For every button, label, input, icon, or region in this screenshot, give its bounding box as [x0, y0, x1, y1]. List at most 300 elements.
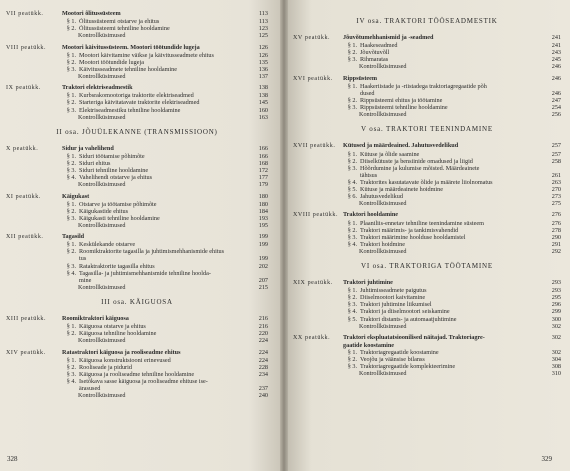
section-number: § 2.: [347, 49, 357, 57]
left-page-number: 328: [7, 455, 18, 463]
control-questions-row: [78, 73, 268, 80]
control-questions-row: [78, 337, 268, 344]
section-page: 273: [551, 193, 561, 201]
section-title: Traktori määrimis- ja tankimisvahendid: [360, 226, 459, 234]
control-questions-label: Kontrollküsimused: [359, 63, 407, 71]
section-page: 199: [258, 241, 268, 249]
section-title-continued: [79, 277, 268, 284]
section-title: Kütuse ja määrdeainete hoidmine: [360, 185, 443, 193]
section-row: [62, 248, 268, 255]
control-questions-label: Kontrollküsimused: [78, 181, 126, 189]
section-page: 276: [551, 219, 561, 227]
section-page: 304: [551, 356, 561, 364]
section-row: [343, 104, 561, 111]
chapter-label: IX peatükk.: [6, 85, 41, 92]
section-page: 138: [258, 92, 268, 100]
section-row: [343, 227, 561, 234]
section-row: [62, 364, 268, 371]
section-title: Elektriseadmestiku tehniline hooldamine: [79, 106, 181, 114]
section-row: [62, 160, 268, 167]
section-title: Otstarve ja töötamise põhimõte: [79, 200, 157, 208]
chapter-entry: [6, 349, 268, 400]
section-title: Juhtimisseadmete paigutus: [360, 287, 427, 295]
section-number: § 4.: [66, 174, 76, 182]
right-page-number: 329: [541, 455, 552, 463]
control-questions-page: 275: [551, 200, 561, 208]
section-row: [62, 270, 268, 277]
section-page: 220: [258, 330, 268, 338]
section-number: § 3.: [66, 167, 76, 175]
section-number: § 3.: [347, 56, 357, 64]
section-number: § 3.: [347, 301, 357, 309]
control-questions-row: [359, 111, 561, 118]
chapter-row: [6, 315, 268, 323]
section-title: Tagasilla- ja juhtimismehhanismide tehniline hoolda-: [79, 269, 211, 277]
chapter-label: VIII peatükk.: [6, 44, 47, 51]
section-number: § 1.: [347, 219, 357, 227]
section-title: Hõõrdumine ja kulumise mõisted. Määrdeainete: [360, 164, 480, 172]
section-page: 296: [551, 301, 561, 309]
chapter-page: 257: [551, 142, 561, 150]
chapter-entry: [6, 145, 268, 189]
section-row: [62, 153, 268, 160]
chapter-title-continued: gaatide koostamine: [343, 342, 395, 350]
chapter-page: 246: [551, 74, 561, 82]
chapter-entry: [293, 334, 561, 378]
section-row: [343, 56, 561, 63]
section-title: Rippsüsteemi tehniline hooldamine: [360, 104, 448, 112]
control-questions-page: 163: [258, 113, 268, 121]
book-gutter: [280, 0, 288, 471]
section-title: Rooliseade ja pidurid: [79, 363, 132, 371]
section-page: 261: [551, 171, 561, 179]
section-title: Siduri tehniline hooldamine: [79, 167, 149, 175]
section-title: Traktoriagregaatide koostamine: [360, 349, 439, 357]
section-page: 193: [258, 214, 268, 222]
section-row: [62, 371, 268, 378]
part-heading: II osa. JÕUÜLEKANNE (TRANSMISSIOON): [56, 127, 218, 136]
section-number: § 4.: [347, 308, 357, 316]
chapter-row: [6, 349, 268, 357]
section-title: Traktori määrimine hoolduse hooldamistel: [360, 233, 466, 241]
section-page: 160: [258, 106, 268, 114]
section-title: Käivitusseadmete tehniline hooldamine: [79, 65, 177, 73]
section-number: § 4.: [347, 178, 357, 186]
section-title: Käigukasti tehniline hooldamine: [79, 214, 160, 222]
section-number: § 2.: [66, 363, 76, 371]
chapter-row: [6, 233, 268, 241]
section-title: Keskülekande otstarve: [79, 241, 136, 249]
control-questions-page: 195: [258, 221, 268, 229]
chapter-entry: [293, 211, 561, 255]
chapter-page: 302: [551, 333, 561, 341]
section-number: § 1.: [347, 150, 357, 158]
control-questions-label: Kontrollküsimused: [359, 370, 407, 378]
section-page: 166: [258, 152, 268, 160]
section-number: § 1.: [66, 241, 76, 249]
section-row: [62, 92, 268, 99]
chapter-page: 126: [258, 43, 268, 51]
section-number: § 2.: [66, 248, 76, 256]
section-page: 263: [551, 178, 561, 186]
section-row: [343, 97, 561, 104]
section-title: Rataktraktorite tagasilla ehitus: [79, 262, 155, 270]
chapter-row: [293, 142, 561, 150]
chapter-entry: [6, 315, 268, 344]
chapter-label: XII peatükk.: [6, 234, 44, 241]
section-number: § 3.: [66, 262, 76, 270]
chapter-title: Mootori õlitussüsteem: [62, 10, 121, 17]
chapter-page: 138: [258, 84, 268, 92]
section-page: 135: [258, 58, 268, 66]
control-questions-label: Kontrollküsimused: [78, 283, 126, 291]
section-row: [343, 220, 561, 227]
section-page: 247: [551, 97, 561, 105]
section-title: Traktori ja diiselmootori seiskamine: [360, 308, 450, 316]
control-questions-page: 310: [551, 370, 561, 378]
section-row: [343, 158, 561, 165]
chapter-row: [293, 334, 561, 342]
section-title: Veojõu ja väänsise bilanss: [360, 356, 425, 364]
chapter-label: XVIII peatükk.: [293, 212, 339, 219]
chapter-label: XX peatükk.: [293, 334, 331, 341]
section-title: Mootori töötundide lugeja: [79, 58, 144, 66]
section-number: § 1.: [66, 356, 76, 364]
chapter-entry: [6, 193, 268, 229]
section-number: § 1.: [347, 349, 357, 357]
chapter-title: Käigukast: [62, 192, 90, 200]
control-questions-row: [78, 181, 268, 188]
section-wrap-text: ärasused: [79, 385, 101, 393]
section-number: § 4.: [66, 377, 76, 385]
section-page: 278: [551, 226, 561, 234]
control-questions-label: Kontrollküsimused: [78, 221, 126, 229]
chapter-entry: [6, 10, 268, 39]
section-page: 113: [258, 18, 268, 26]
section-number: § 2.: [347, 356, 357, 364]
section-row: [343, 193, 561, 200]
section-number: § 2.: [66, 25, 76, 33]
section-number: § 2.: [347, 294, 357, 302]
section-title: Kurbsrakomootoriga traktorite elektriseadmed: [79, 92, 194, 100]
section-row: [343, 349, 561, 356]
section-row: [62, 66, 268, 73]
control-questions-page: 125: [258, 32, 268, 40]
section-row: [343, 301, 561, 308]
section-title: Siduri ehitus: [79, 159, 111, 167]
section-number: § 1.: [66, 152, 76, 160]
chapter-title: Traktori hooldamine: [343, 211, 399, 219]
chapter-title: Rippsüsteem: [343, 74, 378, 82]
chapter-label: XV peatükk.: [293, 35, 331, 42]
section-row: [343, 165, 561, 172]
part-heading: IV osa. TRAKTORI TÖÖSEADMESTIK: [356, 17, 498, 25]
section-number: § 5.: [347, 185, 357, 193]
chapter-label: XVI peatükk.: [293, 75, 333, 82]
section-row: [343, 356, 561, 363]
section-number: § 3.: [347, 233, 357, 241]
section-number: § 2.: [66, 58, 76, 66]
control-questions-row: [78, 114, 268, 121]
section-page: 224: [258, 356, 268, 364]
control-questions-page: 302: [551, 322, 561, 330]
section-page: 270: [551, 185, 561, 193]
section-page: 290: [551, 233, 561, 241]
section-row: [62, 18, 268, 25]
section-page: 207: [258, 276, 268, 284]
section-row: [62, 59, 268, 66]
control-questions-row: [359, 63, 561, 70]
section-number: § 2.: [347, 97, 357, 105]
section-page: 308: [551, 363, 561, 371]
section-page: 216: [258, 323, 268, 331]
control-questions-page: 246: [551, 63, 561, 71]
section-number: § 2.: [66, 159, 76, 167]
section-title: Käiguosa ja rooliseadme tehniline hooldamine: [79, 370, 195, 378]
section-row: [343, 49, 561, 56]
section-title: Siduri töötamise põhimõte: [79, 152, 145, 160]
section-title: Traktori juhtimine liikumisel: [360, 301, 432, 309]
section-number: § 1.: [66, 323, 76, 331]
section-title: Käiguosa tehniline hooldamine: [79, 330, 157, 338]
chapter-title: Roomiktraktori käiguosa: [62, 315, 129, 323]
control-questions-label: Kontrollküsimused: [78, 113, 126, 121]
section-page: 257: [551, 150, 561, 158]
section-title: Kütuse ja õlide saamine: [360, 150, 420, 158]
control-questions-label: Kontrollküsimused: [78, 392, 126, 400]
section-page: 228: [258, 363, 268, 371]
chapter-row: [6, 145, 268, 153]
chapter-title: Jõuvõtumehhanismid ja -seadmed: [343, 34, 434, 42]
section-wrap-text: tähtsus: [360, 171, 378, 179]
right-toc-column: [293, 10, 561, 382]
section-page: 180: [258, 200, 268, 208]
section-title: Starteriga käivitatavate traktorite elektriseadmed: [79, 99, 200, 107]
chapter-title: Kütused ja määrdeained. Jahutusvedelikud: [343, 142, 459, 150]
left-toc-column: [6, 10, 268, 403]
control-questions-page: 215: [258, 283, 268, 291]
section-page: 241: [551, 42, 561, 50]
section-page: 295: [551, 294, 561, 302]
section-row: [343, 316, 561, 323]
section-page: 234: [258, 370, 268, 378]
control-questions-label: Kontrollküsimused: [359, 247, 407, 255]
chapter-label: XIX peatükk.: [293, 280, 333, 287]
section-number: § 1.: [347, 287, 357, 295]
section-number: § 1.: [347, 42, 357, 50]
part-heading: III osa. KÄIGUOSA: [101, 297, 173, 306]
section-page: 299: [551, 308, 561, 316]
section-row: [343, 287, 561, 294]
section-row: [343, 308, 561, 315]
section-row: [62, 167, 268, 174]
control-questions-row: [359, 248, 561, 255]
section-number: § 3.: [347, 363, 357, 371]
left-page: [0, 0, 283, 471]
section-page: 302: [551, 349, 561, 357]
control-questions-row: [78, 222, 268, 229]
section-title: Õlitussüsteemi tehniline hooldamine: [79, 25, 170, 33]
chapter-row: [293, 75, 561, 83]
control-questions-page: 256: [551, 111, 561, 119]
control-questions-page: 179: [258, 181, 268, 189]
section-wrap-text: tus: [79, 255, 87, 263]
chapter-entry: [293, 142, 561, 207]
section-number: § 1.: [66, 51, 76, 59]
section-wrap-text: dused: [360, 89, 375, 97]
section-page: 245: [551, 56, 561, 64]
section-page: 300: [551, 315, 561, 323]
section-page: 237: [258, 385, 268, 393]
section-row: [62, 263, 268, 270]
chapter-page: 180: [258, 192, 268, 200]
section-title: Traktori distants- ja automaatjuhtimine: [360, 315, 457, 323]
chapter-row: [293, 211, 561, 219]
section-page: 291: [551, 240, 561, 248]
chapter-entry: [6, 84, 268, 120]
section-row: [343, 179, 561, 186]
section-number: § 2.: [66, 330, 76, 338]
section-page: 243: [551, 49, 561, 57]
control-questions-page: 224: [258, 337, 268, 345]
section-title: Rihmaratas: [360, 56, 389, 64]
chapter-page: 216: [258, 315, 268, 323]
control-questions-label: Kontrollküsimused: [78, 32, 126, 40]
section-row: [62, 99, 268, 106]
section-number: § 1.: [347, 82, 357, 90]
chapter-entry: [6, 44, 268, 80]
section-row: [62, 323, 268, 330]
control-questions-page: 240: [258, 392, 268, 400]
section-row: [62, 330, 268, 337]
chapter-label: XVII peatükk.: [293, 143, 336, 150]
section-number: § 1.: [66, 200, 76, 208]
section-row: [343, 83, 561, 90]
section-title: Jahutusvedelikud: [360, 193, 403, 201]
chapter-page: 224: [258, 348, 268, 356]
section-title: Traktori hoidmine: [360, 240, 405, 248]
section-title: Käiguosa konstruktsiooni erinevused: [79, 356, 171, 364]
section-page: 145: [258, 99, 268, 107]
section-row: [62, 208, 268, 215]
section-row: [62, 241, 268, 248]
section-title: Isetõkava sasse käiguosa ja rooliseadme ehituse ise-: [79, 377, 208, 385]
section-row: [62, 25, 268, 32]
control-questions-row: [78, 32, 268, 39]
section-number: § 2.: [347, 226, 357, 234]
section-row: [62, 378, 268, 385]
section-page: 136: [258, 65, 268, 73]
section-number: § 1.: [66, 18, 76, 26]
section-row: [343, 363, 561, 370]
section-title: Traktorites kasutatavate õlide ja määrete liiolnomatus: [360, 178, 493, 186]
chapter-title: Ratastraktori käiguosa ja rooliseadme ehitus: [62, 348, 181, 356]
part-heading: VI osa. TRAKTORIGA TÖÖTAMINE: [361, 262, 493, 270]
section-page: 202: [258, 262, 268, 270]
section-row: [343, 151, 561, 158]
chapter-page: 293: [551, 279, 561, 287]
chapter-row: [6, 84, 268, 92]
section-row: [343, 294, 561, 301]
section-number: § 3.: [66, 370, 76, 378]
chapter-title: Sidur ja vahelihend: [62, 144, 114, 152]
section-title-continued: [79, 385, 268, 392]
control-questions-label: Kontrollküsimused: [359, 200, 407, 208]
part-heading: V osa. TRAKTORI TEENINDAMINE: [361, 125, 493, 134]
section-page: 293: [551, 287, 561, 295]
chapter-page: 276: [551, 211, 561, 219]
chapter-row: [6, 193, 268, 201]
control-questions-page: 137: [258, 72, 268, 80]
section-title: Käiguosa otstarve ja ehitus: [79, 323, 146, 331]
control-questions-row: [359, 323, 561, 330]
section-wrap-text: mine: [79, 276, 92, 284]
right-page: [283, 0, 570, 471]
control-questions-label: Kontrollküsimused: [359, 322, 407, 330]
chapter-row: [6, 10, 268, 18]
section-row: [62, 215, 268, 222]
section-title: Vahelihendi otstarve ja ehitus: [79, 174, 153, 182]
section-title: Käigukastide ehitus: [79, 207, 128, 215]
control-questions-label: Kontrollküsimused: [78, 72, 126, 80]
control-questions-row: [359, 370, 561, 377]
chapter-page: 113: [258, 10, 268, 17]
chapter-label: X peatükk.: [6, 145, 39, 152]
section-number: § 5.: [347, 315, 357, 323]
section-title: Õlitussüsteemi otstarve ja ehitus: [79, 18, 160, 26]
control-questions-page: 292: [551, 247, 561, 255]
chapter-page: 241: [551, 34, 561, 42]
chapter-page: 199: [258, 233, 268, 241]
section-row: [343, 42, 561, 49]
section-page: 168: [258, 159, 268, 167]
section-page: 199: [258, 255, 268, 263]
section-page: 123: [258, 25, 268, 33]
section-number: § 3.: [66, 106, 76, 114]
section-page: 254: [551, 104, 561, 112]
chapter-title: Traktori ekspluatatsioonilised näitajad. Traktoriagre-: [343, 333, 485, 341]
section-number: § 2.: [66, 207, 76, 215]
chapter-entry: [293, 34, 561, 70]
control-questions-row: [359, 200, 561, 207]
section-row: [343, 186, 561, 193]
section-title: Traktoriagregaatide komplekteerimine: [360, 363, 456, 371]
section-title: Haakeriistade ja -riistadega traktoriagregaatide põh: [360, 82, 487, 90]
section-number: § 3.: [347, 164, 357, 172]
control-questions-row: [78, 284, 268, 291]
section-title-continued: [79, 255, 268, 262]
section-row: [343, 241, 561, 248]
control-questions-label: Kontrollküsimused: [359, 111, 407, 119]
chapter-label: VII peatükk.: [6, 11, 44, 17]
section-page: 184: [258, 207, 268, 215]
chapter-entry: [6, 233, 268, 291]
section-row: [62, 357, 268, 364]
section-page: 177: [258, 174, 268, 182]
section-title-continued: [360, 172, 561, 179]
chapter-entry: [293, 75, 561, 119]
chapter-title: Tagasild: [62, 233, 85, 241]
section-title: Plaaniliis-ennetav tehniline teenindamine süsteem: [360, 219, 484, 227]
section-number: § 4.: [66, 269, 76, 277]
section-row: [62, 201, 268, 208]
chapter-title: Traktori juhtimine: [343, 279, 393, 287]
section-title-continued: [360, 90, 561, 97]
section-number: § 3.: [347, 104, 357, 112]
section-row: [62, 52, 268, 59]
section-title: Rippsüsteemi ehitus ja töötamine: [360, 97, 443, 105]
section-title: Diiselkütuste ja bensiinide omadused ja liigid: [360, 157, 473, 165]
